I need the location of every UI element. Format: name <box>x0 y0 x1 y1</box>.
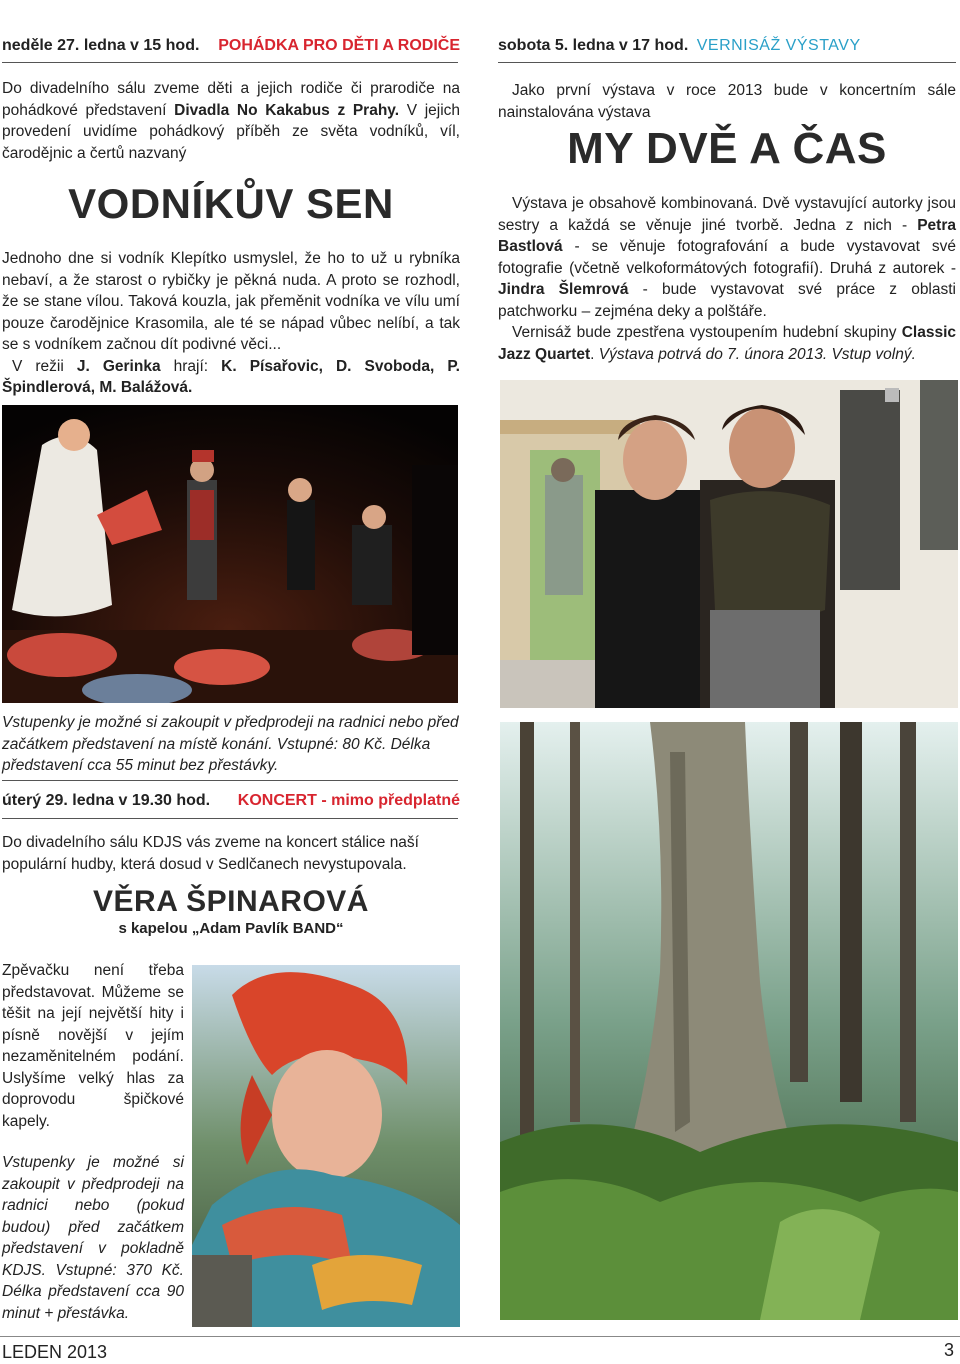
exhibition-body <box>498 193 956 365</box>
theatre-title: VODNÍKŮV SEN <box>68 180 394 227</box>
divider <box>2 780 458 781</box>
divider <box>498 62 956 63</box>
exhibition-photo <box>500 380 958 708</box>
exhibition-title: MY DVĚ A ČAS <box>567 124 887 173</box>
concert-body: Zpěvačku není třeba představovat. Můžeme se těšit na její největší hity i písně novější v jejím nezaměnitelném podání. Uslyšíme velký hlas za doprovodu špičkové kapely. <box>2 962 184 1130</box>
event-date-concert <box>2 792 462 810</box>
page-number: 3 <box>943 1340 954 1360</box>
date-label: úterý 29. ledna v 19.30 hod. <box>2 792 211 809</box>
concert-subtitle: s kapelou „Adam Pavlík BAND“ <box>118 920 344 937</box>
theatre-body: Jednoho dne si vodník Klepítko usmyslel, že ho to už u rybníka nebaví, a že starost o rybičky je pěkná nuda. A proto se rozhodl, že se stane vílou. Taková kouzla, jak přeměnit vodníka ve vílu umí pouze čarodějnice Krasomila, ale té se nápad vůbec nelíbí, a tak se s vodníkem začnou dít podivné věci... V režii J. Gerinka hrají: K. Písařovic, D. Svoboda, P. Špindlerová, M. Balážová. <box>2 250 460 396</box>
event-date-theatre <box>2 37 462 55</box>
concert-intro: Do divadelního sálu KDJS vás zveme na koncert stálice naší populární hudby, která dosud v Sedlčanech nevystupovala. <box>2 834 419 873</box>
event-tag: VERNISÁŽ VÝSTAVY <box>696 37 861 54</box>
date-label: sobota 5. ledna v 17 hod. <box>498 37 689 54</box>
concert-title: VĚRA ŠPINAROVÁ <box>93 885 369 918</box>
date-label: neděle 27. ledna v 15 hod. <box>2 37 200 54</box>
footer-divider <box>0 1336 960 1337</box>
theatre-intro: Do divadelního sálu zveme děti a jejich rodiče či prarodiče na pohádkové představení Divadla No Kakabus z Prahy. V jejich provedení uvidíme pohádkový příběh ze světa vodníků, víl, čarodějnic a čertů nazvaný <box>2 80 461 162</box>
divider <box>2 62 458 63</box>
tickets-note: Vstupenky je možné si zakoupit v předprodeji na radnici nebo před začátkem představení na místě konání. Vstupné: 80 Kč. Délka představení cca 55 minut bez přestávky. <box>2 714 459 774</box>
event-date-exhibition <box>498 37 958 55</box>
forest-photo <box>500 722 958 1320</box>
event-tag: POHÁDKA PRO DĚTI A RODIČE <box>218 37 460 54</box>
footer-month: LEDEN 2013 <box>2 1342 108 1362</box>
concert-tickets: Vstupenky je možné si zakoupit v předprodeji na radnici nebo (pokud budou) před začátkem představení v pokladně KDJS. Vstupné: 370 Kč. Délka představení cca 90 minut + přestávka. <box>2 1154 184 1322</box>
divider <box>2 818 458 819</box>
event-tag: KONCERT - mimo předplatné <box>237 792 460 809</box>
exhibition-intro: Jako první výstava v roce 2013 bude v koncertním sále nainstalována výstava <box>498 82 956 121</box>
singer-photo <box>192 965 460 1327</box>
exhibition-paragraph: Vernisáž bude zpestřena vystoupením hudební skupiny Classic Jazz Quartet. Výstava potrvá do 7. února 2013. Vstup volný. <box>498 324 956 363</box>
theatre-photo <box>2 405 458 703</box>
exhibition-paragraph: Výstava je obsahově kombinovaná. Dvě vystavující autorky jsou sestry a každá se věnuje jiné tvorbě. Jedna z nich - Petra Bastlová - se věnuje fotografování a bude vystavovat své fotografie (včetně velkoformátových fotografií). Druhá z autorek - Jindra Šlemrová - bude vystavovat své práce z oblasti patchworku – zejména deky a polštáře. <box>498 195 957 320</box>
